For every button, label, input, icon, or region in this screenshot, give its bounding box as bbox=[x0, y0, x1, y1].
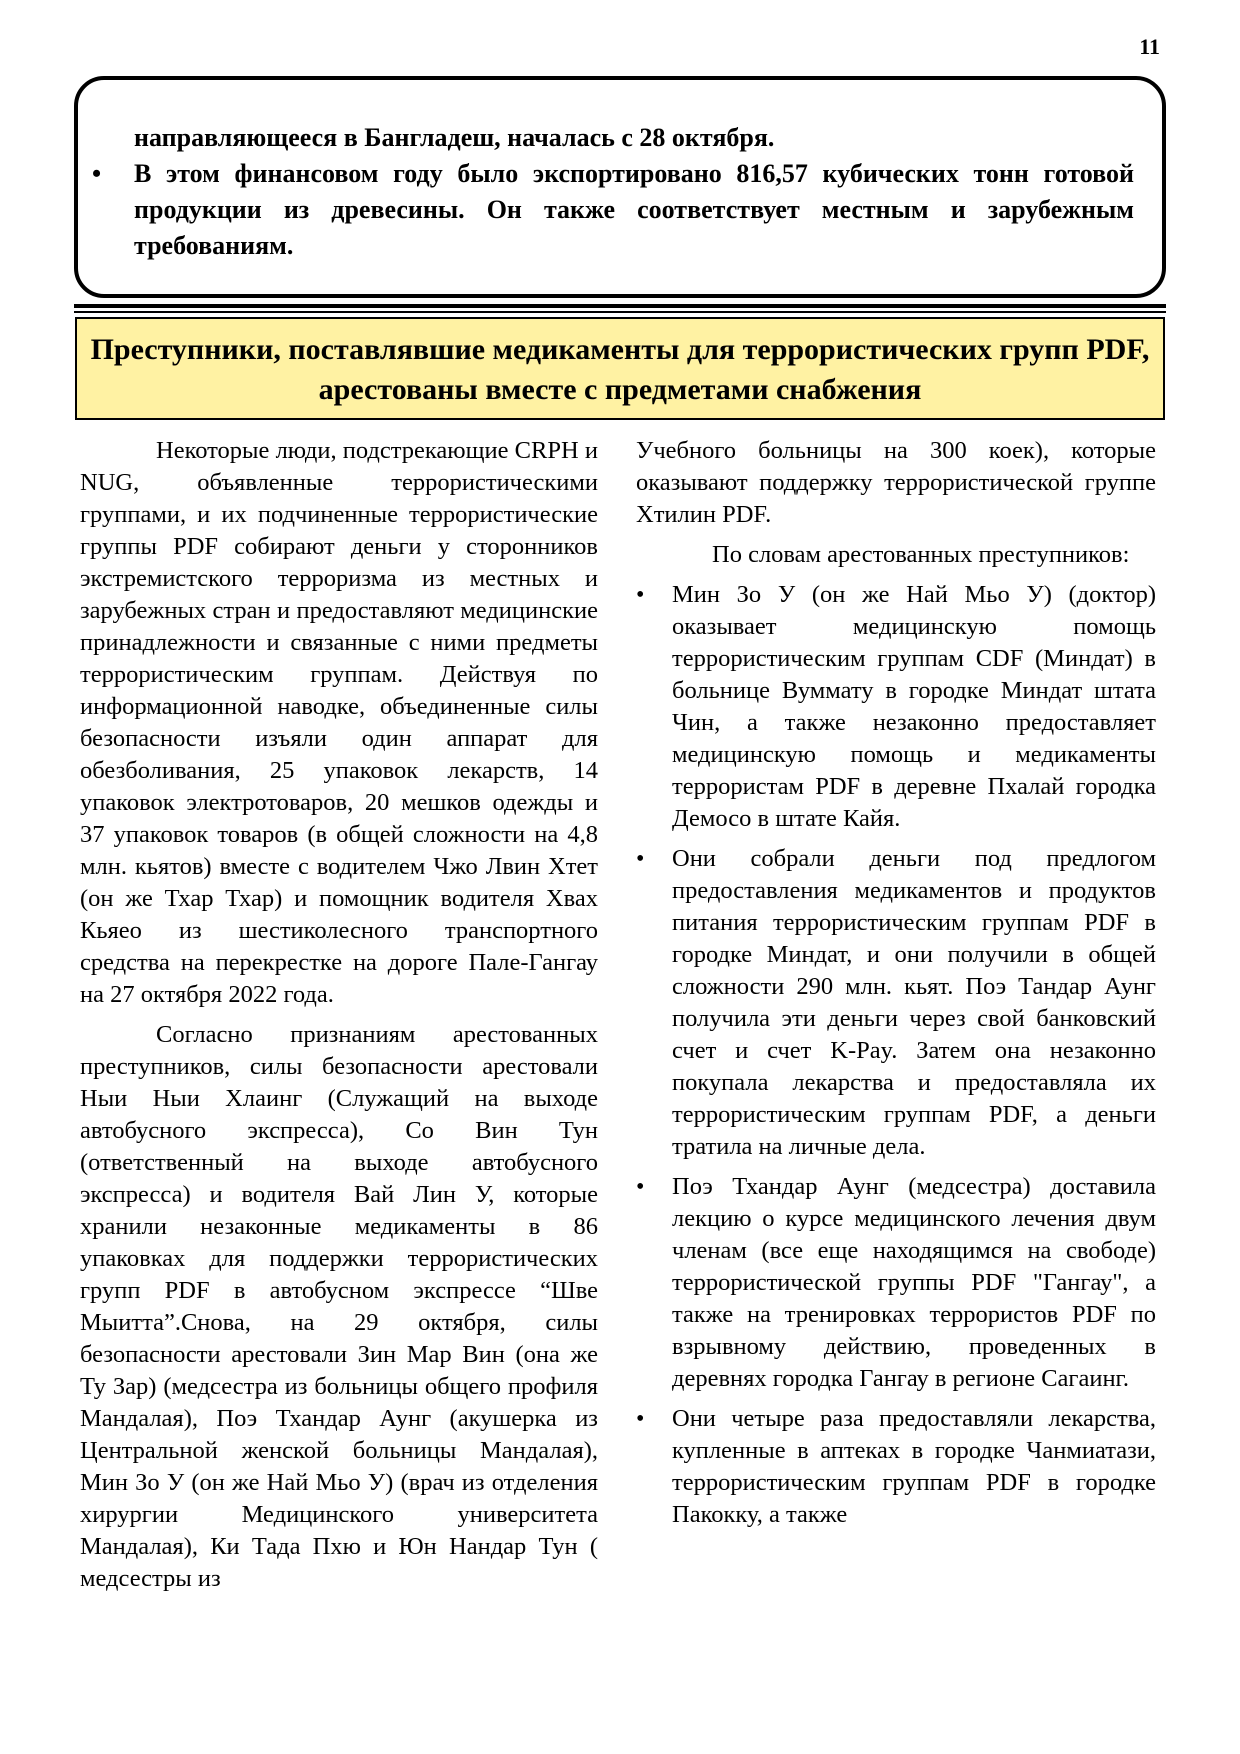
continued-bulletin-box bbox=[74, 76, 1166, 298]
article-bullet-item: • Поэ Тхандар Аунг (медсестра) доставила лекцию о курсе медицинского лечения двум членам (все еще находящимся на свободе) террористической группы PDF "Гангау", а также на тренировках террористов PDF по взрывному действию, проведенных в деревнях городка Гангау в регионе Сагаинг. bbox=[636, 1171, 1156, 1395]
article-bullet-list bbox=[636, 579, 1156, 1531]
article-headline: Преступники, поставлявшие медикаменты для террористических групп PDF, арестованы вместе с предметами снабжения bbox=[75, 317, 1165, 420]
article-paragraph: Согласно признаниям арестованных преступников, силы безопасности арестовали Ныи Ныи Хлаинг (Служащий на выходе автобусного экспресса), Со Вин Тун (ответственный на выходе автобусного экспресса) и водителя Вай Лин У, которые хранили незаконные медикаменты в 86 упаковках для поддержки террористических групп PDF в автобусном экспрессе “Шве Мыитта”.Снова, на 29 октября, силы безопасности арестовали Зин Мар Вин (она же Ту Зар) (медсестра из больницы общего профиля Мандалая), Поэ Тхандар Аунг (акушерка из Центральной женской больницы Мандалая), Мин Зо У (он же Най Мьо У) (врач из отделения хирургии Медицинского университета Мандалая), Ки Тада Пхю и Юн Нандар Тун ( медсестры из bbox=[80, 1021, 598, 1592]
article-bullet-item: • Они собрали деньги под предлогом предоставления медикаментов и продуктов питания террористическим группам PDF в городке Миндат, и они получили в общей сложности 290 млн. кьят. Поэ Тандар Аунг получила эти деньги через свой банковский счет и счет K-Pay. Затем она незаконно покупала лекарства и предоставляла их террористическим группам PDF, а деньги тратила на личные дела. bbox=[636, 843, 1156, 1163]
article-left-column bbox=[80, 435, 598, 1595]
article-bullet-item: • Они четыре раза предоставляли лекарства, купленные в аптеках в городке Чанмиатази, террористическим группам PDF в городке Пакокку, а также bbox=[636, 1403, 1156, 1531]
section-divider-thin bbox=[74, 311, 1166, 313]
article-paragraph: Некоторые люди, подстрекающие CRPH и NUG, объявленные террористическими группами, и их подчиненные террористические группы PDF собирают деньги у сторонников экстремистского терроризма из местных и зарубежных стран и предоставляют медицинские принадлежности и связанные с ними предметы террористическим группам. Действуя по информационной наводке, объединенные силы безопасности изъяли один аппарат для обезболивания, 25 упаковок лекарств, 14 упаковок электротоваров, 20 мешков одежды и 37 упаковок товаров (в общей сложности на 4,8 млн. кьятов) вместе с водителем Чжо Лвин Хтет (он же Тхар Тхар) и помощник водителя Хвах Кьяео из шестиколесного транспортного средства на перекрестке на дороге Пале-Гангау на 27 октября 2022 года. bbox=[80, 437, 598, 1008]
section-divider-thick bbox=[74, 304, 1166, 308]
article-right-column bbox=[636, 435, 1156, 1539]
page-number: 11 bbox=[1139, 34, 1160, 59]
article-continuation: Учебного больницы на 300 коек), которые оказывают поддержку террористической группе Хтилин PDF. bbox=[636, 437, 1156, 528]
top-box-bullet-list bbox=[134, 156, 1134, 264]
article-bullet-item: • Мин Зо У (он же Най Мьо У) (доктор) оказывает медицинскую помощь террористическим группам CDF (Миндат) в больнице Вуммату в городке Миндат штата Чин, а также незаконно предоставляет медицинскую помощь и медикаменты террористам PDF в деревне Пхалай городка Демосо в штате Кайя. bbox=[636, 579, 1156, 835]
article-intro: По словам арестованных преступников: bbox=[712, 541, 1130, 568]
top-box-bullet: • В этом финансовом году было экспортировано 816,57 кубических тонн готовой продукции из древесины. Он также соответствует местным и зарубежным требованиям. bbox=[134, 156, 1134, 264]
continued-text: направляющееся в Бангладеш, началась с 28 октября. bbox=[134, 123, 775, 152]
